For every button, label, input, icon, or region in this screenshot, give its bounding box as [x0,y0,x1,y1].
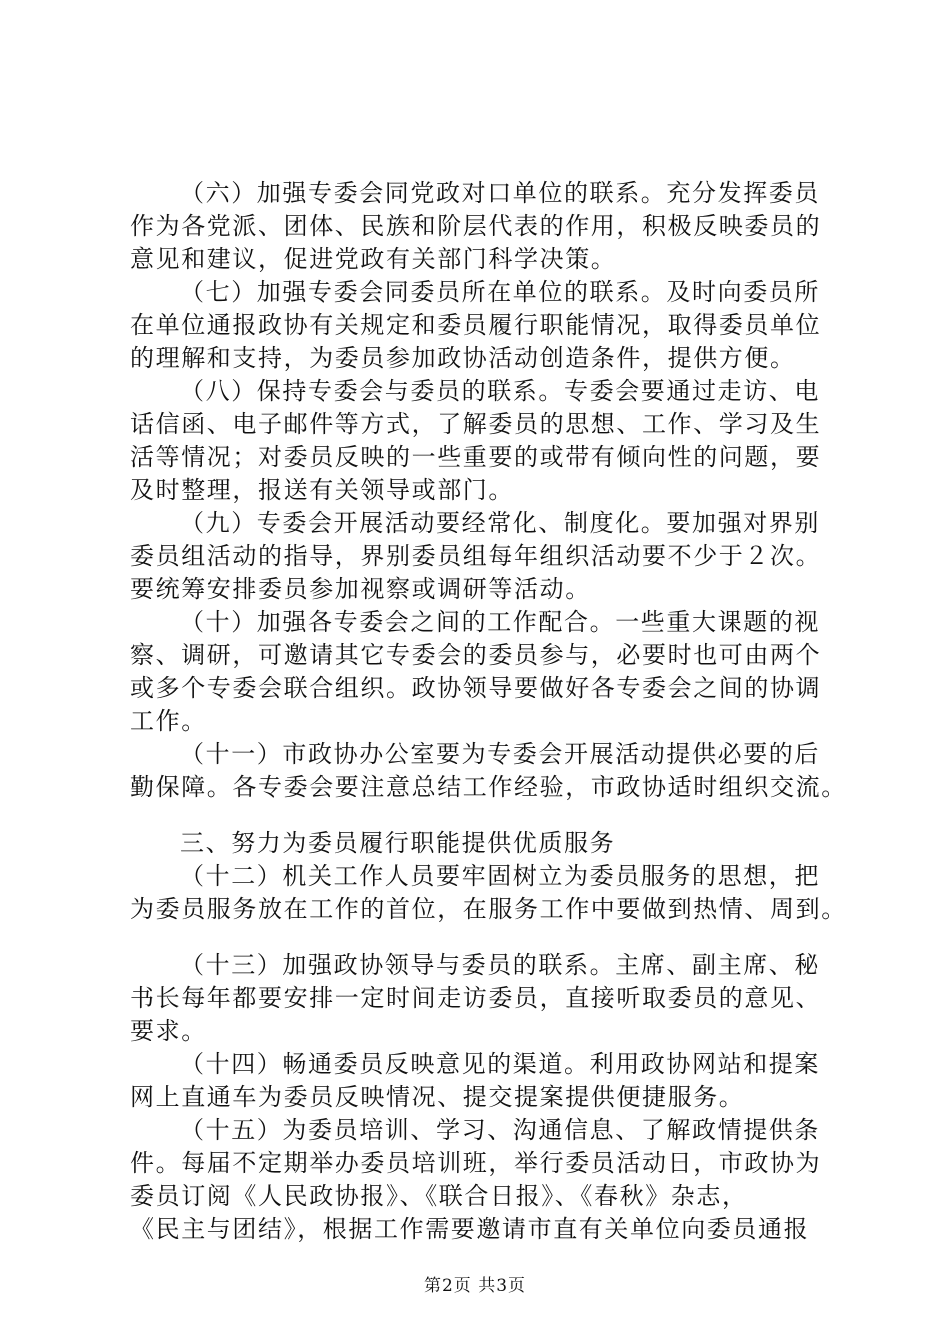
paragraph-14-line-2: 网上直通车为委员反映情况、提交提案提供便捷服务。 [130,1083,745,1111]
paragraph-15-line-2: 件。每届不定期举办委员培训班，举行委员活动日，市政协为 [130,1149,822,1177]
page-footer: 第2页 共3页 [423,1276,527,1296]
paragraph-6-line-1: （六）加强专委会同党政对口单位的联系。充分发挥委员 [180,179,820,207]
paragraph-8-line-3: 活等情况；对委员反映的一些重要的或带有倾向性的问题，要 [130,443,822,471]
paragraph-6-line-3: 意见和建议，促进党政有关部门科学决策。 [130,245,617,273]
paragraph-8-line-4: 及时整理，报送有关领导或部门。 [130,476,514,504]
paragraph-15-line-4: 《民主与团结》，根据工作需要邀请市直有关单位向委员通报 [130,1215,810,1243]
paragraph-11-line-2: 勤保障。各专委会要注意总结工作经验，市政协适时组织交流。 [130,773,847,801]
paragraph-12-line-2: 为委员服务放在工作的首位，在服务工作中要做到热情、周到。 [130,895,847,923]
paragraph-6-line-2: 作为各党派、团体、民族和阶层代表的作用，积极反映委员的 [130,212,822,240]
paragraph-8-line-2: 话信函、电子邮件等方式，了解委员的思想、工作、学习及生 [130,410,822,438]
paragraph-9-line-3: 要统筹安排委员参加视察或调研等活动。 [130,575,591,603]
paragraph-9-line-2: 委员组活动的指导，界别委员组每年组织活动要不少于２次。 [130,542,822,570]
paragraph-10-line-3: 或多个专委会联合组织。政协领导要做好各专委会之间的协调 [130,674,822,702]
paragraph-10-line-4: 工作。 [130,707,207,735]
paragraph-10-line-1: （十）加强各专委会之间的工作配合。一些重大课题的视 [180,608,820,636]
paragraph-7-line-2: 在单位通报政协有关规定和委员履行职能情况，取得委员单位 [130,311,822,339]
paragraph-13-line-1: （十三）加强政协领导与委员的联系。主席、副主席、秘 [180,951,820,979]
paragraph-10-line-2: 察、调研，可邀请其它专委会的委员参与，必要时也可由两个 [130,641,822,669]
paragraph-15-line-3: 委员订阅《人民政协报》、《联合日报》、《春秋》杂志， [130,1182,748,1210]
section-heading-3: 三、努力为委员履行职能提供优质服务 [180,829,616,857]
paragraph-15-line-1: （十五）为委员培训、学习、沟通信息、了解政情提供条 [180,1116,820,1144]
paragraph-9-line-1: （九）专委会开展活动要经常化、制度化。要加强对界别 [180,509,820,537]
paragraph-13-line-3: 要求。 [130,1017,207,1045]
paragraph-14-line-1: （十四）畅通委员反映意见的渠道。利用政协网站和提案 [180,1050,820,1078]
paragraph-8-line-1: （八）保持专委会与委员的联系。专委会要通过走访、电 [180,377,820,405]
paragraph-11-line-1: （十一）市政协办公室要为专委会开展活动提供必要的后 [180,740,820,768]
paragraph-13-line-2: 书长每年都要安排一定时间走访委员，直接听取委员的意见、 [130,984,822,1012]
paragraph-12-line-1: （十二）机关工作人员要牢固树立为委员服务的思想，把 [180,862,820,890]
paragraph-7-line-3: 的理解和支持，为委员参加政协活动创造条件，提供方便。 [130,344,796,372]
paragraph-7-line-1: （七）加强专委会同委员所在单位的联系。及时向委员所 [180,278,820,306]
